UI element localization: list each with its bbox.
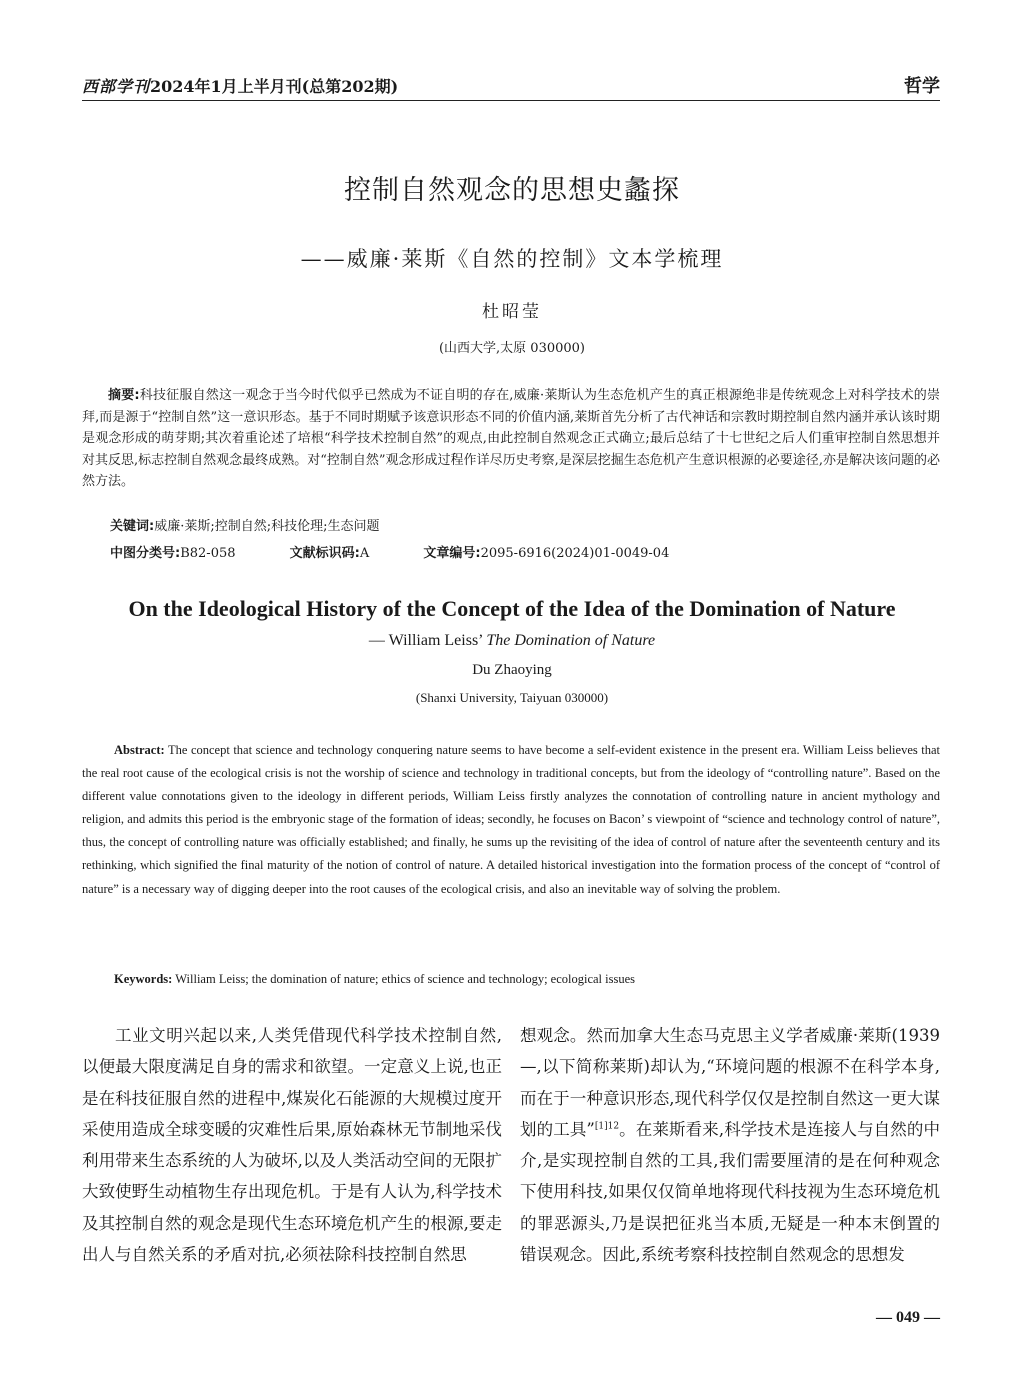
body-column-right xyxy=(520,1020,940,1270)
chinese-subtitle: ——威廉·莱斯《自然的控制》文本学梳理 xyxy=(300,247,724,271)
keywords-text: 威廉·莱斯;控制自然;科技伦理;生态问题 xyxy=(154,519,380,534)
book-title: The Domination of Nature xyxy=(486,632,656,649)
english-title: On the Ideological History of the Concept of the Idea of the Domination of Nature xyxy=(128,596,896,621)
article-number: 文章编号:2095-6916(2024)01-0049-04 xyxy=(423,546,670,561)
classification-line xyxy=(110,542,940,561)
chinese-abstract xyxy=(82,385,940,493)
english-abstract xyxy=(82,739,940,901)
abstract-label: 摘要: xyxy=(108,388,140,403)
running-head xyxy=(82,70,940,100)
english-author: Du Zhaoying xyxy=(472,662,552,678)
body-paragraph: 想观念。然而加拿大生态马克思主义学者威廉·莱斯(1939—,以下简称莱斯)却认为,“环境问题的根源不在科学本身,而在于一种意识形态,现代科学仅仅是控制自然这一更大谋划的工具”$^{[1]12}$。在莱斯看来,科学技术是连接人与自然的中介,是实现控制自然的工具,我们需要厘清的是在何种观念下使用科技,如果仅仅简单地将现代科技视为生态环境危机的罪恶源头,乃是误把征兆当本质,无疑是一种本末倒置的错误观念。因此,系统考察科技控制自然观念的思想发 xyxy=(520,1026,940,1265)
english-affiliation: (Shanxi University, Taiyuan 030000) xyxy=(415,690,609,705)
english-abstract-label: Abstract: xyxy=(114,743,165,757)
chinese-affiliation: (山西大学,太原 030000) xyxy=(438,341,586,356)
chinese-keywords xyxy=(110,515,379,534)
header-rule xyxy=(82,100,940,101)
english-keywords xyxy=(114,972,635,987)
english-subtitle: — William Leiss’ The Domination of Nature xyxy=(368,632,656,649)
keywords-label: 关键词: xyxy=(110,519,155,534)
page-number: — 049 — xyxy=(876,1309,940,1326)
chinese-title: 控制自然观念的思想史蠡探 xyxy=(344,175,680,206)
abstract-text: 科技征服自然这一观念于当今时代似乎已然成为不证自明的存在,威廉·莱斯认为生态危机产生的真正根源绝非是传统观念上对科学技术的崇拜,而是源于“控制自然”这一意识形态。基于不同时期赋予该意识形态不同的价值内涵,莱斯首先分析了古代神话和宗教时期控制自然内涵并承认该时期是观念形成的萌芽期;其次着重论述了培根“科学技术控制自然”的观点,由此控制自然观念正式确立;最后总结了十七世纪之后人们重审控制自然思想并对其反思,标志控制自然观念最终成熟。对“控制自然”观念形成过程作详尽历史考察,是深层挖掘生态危机产生意识根源的必要途径,亦是解决该问题的必然方法。 xyxy=(82,388,940,489)
journal-issue-line xyxy=(82,74,398,97)
body-column-left xyxy=(82,1020,502,1270)
document-code: 文献标识码:A xyxy=(289,546,370,561)
section-label: 哲学 xyxy=(904,76,940,97)
chinese-author: 杜昭莹 xyxy=(482,302,542,322)
citation-ref: [1]12 xyxy=(594,1121,620,1132)
body-paragraph: 工业文明兴起以来,人类凭借现代科学技术控制自然,以便最大限度满足自身的需求和欲望。一定意义上说,也正是在科技征服自然的进程中,煤炭化石能源的大规模过度开采使用造成全球变暖的灾难性后果,原始森林无节制地采伐利用带来生态系统的人为破坏,以及人类活动空间的无限扩大致使野生动植物生存出现危机。于是有人认为,科学技术及其控制自然的观念是现代生态环境危机产生的根源,要走出人与自然关系的矛盾对抗,必须祛除科技控制自然思 xyxy=(82,1026,502,1265)
issue-label: 2024年1月上半月刊(总第202期) xyxy=(150,77,399,96)
journal-logo: 西部学刊 xyxy=(82,77,151,96)
english-abstract-text: The concept that science and technology conquering nature seems to have become a self-evident existence in the present era. William Leiss believes that the real root cause of the ecological crisis is not the worship of science and technology in traditional concepts, but from the ideology of “controlling nature”. Based on the different value connotations given to the ideology in different periods, William Leiss firstly analyzes the connotation of controlling nature in ancient mythology and religion, and admits this period is the embryonic stage of the formation of ideas; secondly, he focuses on Bacon’ s viewpoint of “science and technology control of nature”, thus, the concept of controlling nature was officially established; and finally, he sums up the revisiting of the idea of control of nature after the seventeenth century and its rethinking, which signified the final maturity of the notion of control of nature. A detailed historical investigation into the formation process of the concept of “control of nature” is a necessary way of digging deeper into the root causes of the ecological crisis, and also an inevitable way of solving the problem. xyxy=(82,743,940,896)
english-keywords-text: William Leiss; the domination of nature; ethics of science and technology; ecological issues xyxy=(172,972,636,986)
clc-number: 中图分类号:B82-058 xyxy=(110,546,236,561)
english-keywords-label: Keywords: xyxy=(114,972,173,986)
